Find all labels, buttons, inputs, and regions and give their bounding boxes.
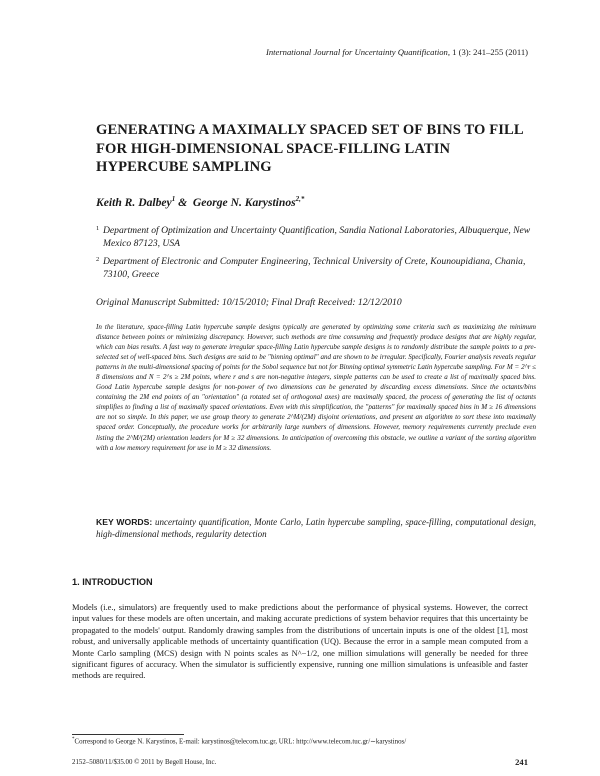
manuscript-dates: Original Manuscript Submitted: 10/15/2010; Final Draft Received: 12/12/2010 [96, 297, 402, 308]
journal-name: International Journal for Uncertainty Quantification, [265, 47, 451, 57]
keywords [96, 517, 536, 540]
footnote-text: Correspond to George N. Karystinos, E-mail: karystinos@telecom.tuc.gr, URL: http://www.telecom.tuc.gr/∼karystinos/ [74, 738, 407, 746]
journal-citation: 1 (3): 241–255 (2011) [452, 47, 528, 57]
author-1: Keith R. Dalbey [96, 195, 172, 209]
author-line [96, 195, 304, 209]
copyright-line: 2152–5080/11/$35.00 © 2011 by Begell House, Inc. [72, 759, 217, 766]
footnote [72, 737, 528, 745]
affiliation-2-number: 2 [96, 256, 100, 263]
author-2: George N. Karystinos [192, 195, 296, 209]
footnote-mark: * [72, 737, 75, 742]
author-separator: & [178, 195, 188, 209]
affiliation-2-text: Department of Electronic and Computer Engineering, Technical University of Crete, Kounoupidiana, Chania, 73100, Greece [103, 256, 526, 280]
affiliation-2 [96, 256, 536, 281]
keywords-text: uncertainty quantification, Monte Carlo, Latin hypercube sampling, space-filling, computational design, high-dimensional methods, regularity detection [96, 517, 537, 539]
affiliation-1 [96, 225, 536, 250]
paper-title: GENERATING A MAXIMALLY SPACED SET OF BINS TO FILL FOR HIGH-DIMENSIONAL SPACE-FILLING LATIN HYPERCUBE SAMPLING [96, 122, 523, 175]
affiliation-1-number: 1 [96, 225, 100, 232]
affiliation-1-text: Department of Optimization and Uncertainty Quantification, Sandia National Laboratories, Albuquerque, New Mexico 87123, USA [103, 225, 531, 249]
footnote-divider [72, 734, 184, 735]
author-2-affiliation-mark: 2,* [295, 195, 305, 203]
introduction-paragraph: Models (i.e., simulators) are frequently used to make predictions about the performance of physical systems. However, the correct input values for these models are often uncertain, and making accurate predictions of system behavior requires that this uncertainty be propagated to the models' output. Randomly drawing samples from the distributions of uncertain inputs is one of the oldest [1], most robust, and universally applicable methods of uncertainty quantification (UQ). Because the error in a sample mean computed from a Monte Carlo sampling (MCS) design with N points scales as N^−1/2, one million simulations will generally be needed for three significant figures of accuracy. When the simulator is sufficiently expensive, running one million simulations is unfeasible and faster methods are required. [72, 602, 528, 681]
abstract: In the literature, space-filling Latin hypercube sample designs typically are generated by optimizing some criteria such as maximizing the minimum distance between points or minimizing discrepancy. However, such methods are time consuming and frequently produce designs that are highly regular, which can bias results. A fast way to generate irregular space-filling Latin hypercube sample designs is to randomly distribute the sample points to a pre-selected set of well-spaced bins. Such designs are said to be "binning optimal" and are shown to be irregular. Specifically, Fourier analysis reveals regular patterns in the multi-dimensional spacing of points for the Sobol sequence but not for Binning optimal symmetric Latin hypercube sampling. For M = 2^r ≤ 8 dimensions and N = 2^s ≥ 2M points, where r and s are non-negative integers, simple patterns can be used to create a list of maximally spaced bins. Good Latin hypercube sample designs for non-power of two dimensions can be generated by discarding excess dimensions. Since the octants/bins containing the 2M end points of an "orientation" (a rotated set of orthogonal axes) are maximally spaced, the process of generating the list of octants simplifies to finding a list of maximally spaced orientations. Even with this simplification, the "patterns" for maximally spaced bins in M ≥ 16 dimensions are not so simple. In this paper, we use group theory to generate 2^M/(2M) disjoint orientations, and present an algorithm to sort these into maximally spaced order. Conceptually, the procedure works for arbitrarily large numbers of dimensions. However, memory requirements currently preclude even listing the 2^M/(2M) orientation leaders for M ≥ 32 dimensions. In anticipation of overcoming this obstacle, we outline a variant of the sorting algorithm with a low memory requirement for use in M ≥ 32 dimensions. [96, 323, 536, 452]
page-number: 241 [515, 757, 528, 767]
section-heading: 1. INTRODUCTION [72, 577, 153, 587]
author-1-affiliation-mark: 1 [171, 195, 176, 203]
keywords-label: KEY WORDS: [96, 517, 153, 527]
journal-header [266, 47, 528, 57]
